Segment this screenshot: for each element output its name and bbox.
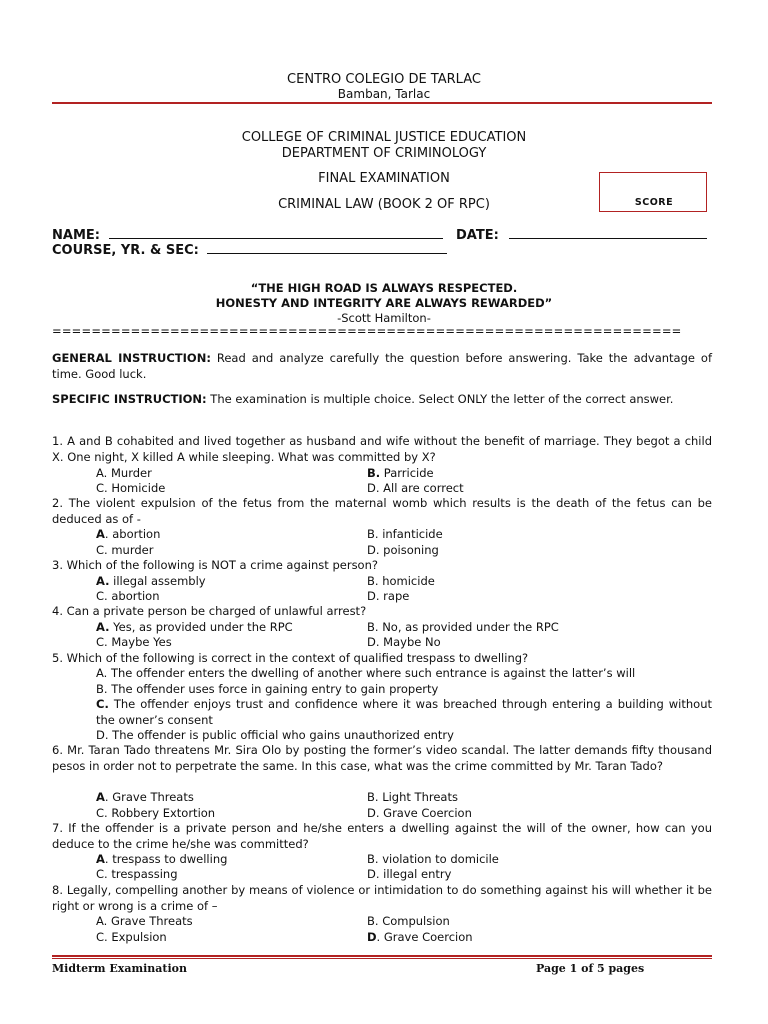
q3-option-b[interactable] [367,574,435,588]
question-7: 7. If the offender is a private person and he/she enters a dwelling against the will of the owner, how can you deduce to the crime he/she was committed? [52,821,712,851]
q6-option-a[interactable] [96,790,194,804]
option-text: Expulsion [107,930,167,944]
q3-option-d[interactable] [367,589,409,603]
option-text: abortion [107,589,160,603]
course-label: COURSE, YR. & SEC: [52,243,199,258]
q6-option-c[interactable] [96,806,215,820]
question-2: 2. The violent expulsion of the fetus from the maternal womb which results is the death of the fetus can be deduced as of - [52,496,712,526]
q1-option-d[interactable] [367,481,464,495]
option-text: The offender enjoys trust and confidence where it was breached through entering a building without the owner’s consent [96,697,712,727]
option-text: violation to domicile [378,852,499,866]
specific-instruction-text: The examination is multiple choice. Select ONLY the letter of the correct answer. [206,392,674,406]
q5-option-b[interactable] [96,682,712,698]
date-field[interactable] [456,228,707,243]
option-letter: B. [367,574,379,588]
option-text: All are correct [379,481,464,495]
option-letter: A. [96,914,108,928]
course-line[interactable] [207,243,447,254]
q5-option-c[interactable] [96,697,712,728]
q7-option-c[interactable] [96,867,178,881]
option-text: Parricide [380,466,434,480]
option-letter: D. [96,728,109,742]
option-letter: B. [367,790,379,804]
option-text: . abortion [104,527,161,541]
option-letter: D. [367,481,380,495]
option-text: poisoning [379,543,439,557]
q2-option-a[interactable] [96,527,160,541]
q6-option-d[interactable] [367,806,472,820]
date-label: DATE: [456,228,499,243]
footer-divider-bottom [52,958,712,959]
name-line[interactable] [109,228,443,239]
q7-option-b[interactable] [367,852,499,866]
option-text: Light Threats [378,790,458,804]
option-letter: A. [96,620,110,634]
date-line[interactable] [509,228,707,239]
option-letter: B. [367,914,379,928]
option-text: illegal assembly [109,574,206,588]
option-text: Maybe Yes [107,635,172,649]
name-label: NAME: [52,228,100,243]
question-8: 8. Legally, compelling another by means of violence or intimidation to do something against his will whether it be right or wrong is a crime of – [52,883,712,913]
question-3: 3. Which of the following is NOT a crime against person? [52,558,378,572]
option-text: illegal entry [379,867,452,881]
option-text: . trespass to dwelling [104,852,228,866]
q1-option-a[interactable] [96,466,152,480]
section-divider: ================================================================ [52,324,682,338]
option-text: infanticide [378,527,443,541]
option-letter: D [367,930,377,944]
option-text: The offender is public official who gains unauthorized entry [108,728,454,742]
option-letter: D. [367,635,380,649]
option-letter: A. [96,666,108,680]
general-instruction [52,351,712,382]
option-letter: D. [367,543,380,557]
exam-title: FINAL EXAMINATION [318,171,450,186]
school-address: Bamban, Tarlac [337,87,431,101]
q4-option-c[interactable] [96,635,172,649]
score-label: SCORE [634,197,674,208]
q5-option-a[interactable] [96,666,712,682]
q7-option-d[interactable] [367,867,451,881]
option-letter: B. [367,527,379,541]
option-letter: C. [96,806,108,820]
q6-option-b[interactable] [367,790,458,804]
q4-option-d[interactable] [367,635,441,649]
score-box [599,172,707,212]
q4-option-a[interactable] [96,620,293,634]
option-text: Murder [107,466,152,480]
q8-option-b[interactable] [367,914,450,928]
option-letter: D. [367,806,380,820]
name-field[interactable] [52,228,443,243]
option-letter: D. [367,867,380,881]
option-text: Yes, as provided under the RPC [109,620,293,634]
option-letter: C. [96,635,108,649]
footer-title: Midterm Examination [52,962,187,975]
header-divider [52,102,712,104]
department-name: DEPARTMENT OF CRIMINOLOGY [281,146,487,161]
option-letter: B. [367,620,379,634]
q8-option-c[interactable] [96,930,167,944]
option-text: Compulsion [378,914,450,928]
option-letter: C. [96,543,108,557]
option-letter: B. [367,466,381,480]
option-text: rape [379,589,410,603]
option-letter: C. [96,481,108,495]
option-letter: A. [96,466,108,480]
option-letter: A [96,790,105,804]
q2-option-c[interactable] [96,543,153,557]
q1-option-c[interactable] [96,481,165,495]
option-letter: A [96,527,105,541]
option-text: Grave Coercion [379,806,472,820]
q8-option-a[interactable] [96,914,193,928]
option-text: trespassing [107,867,178,881]
option-text: Grave Threats [107,914,193,928]
option-letter: C. [96,589,108,603]
footer-divider-top [52,955,712,957]
page-number: Page 1 of 5 pages [536,962,645,975]
question-4: 4. Can a private person be charged of unlawful arrest? [52,604,367,618]
option-letter: B. [96,682,108,696]
q7-option-a[interactable] [96,852,227,866]
option-text: The offender enters the dwelling of another where such entrance is against the latter’s will [107,666,636,680]
quote-author: -Scott Hamilton- [337,311,431,325]
question-5: 5. Which of the following is correct in the context of qualified trespass to dwelling? [52,651,529,665]
general-instruction-text: Read and analyze carefully the question before answering. Take the advantage of time. Good luck. [52,351,712,381]
specific-instruction [52,392,712,408]
option-letter: C. [96,697,109,711]
general-instruction-label: GENERAL INSTRUCTION: [52,351,211,365]
quote-line-2: HONESTY AND INTEGRITY ARE ALWAYS REWARDED” [215,296,553,310]
quote-line-1: “THE HIGH ROAD IS ALWAYS RESPECTED. [250,281,518,295]
q3-option-a[interactable] [96,574,206,588]
q2-option-b[interactable] [367,527,443,541]
option-text: No, as provided under the RPC [378,620,559,634]
option-letter: A. [96,574,110,588]
option-text: murder [107,543,154,557]
q4-option-b[interactable] [367,620,559,634]
option-letter: A [96,852,105,866]
q2-option-d[interactable] [367,543,439,557]
course-field[interactable] [52,243,447,258]
q1-option-b[interactable] [367,466,434,480]
option-text: Robbery Extortion [107,806,216,820]
option-letter: D. [367,589,380,603]
school-name: CENTRO COLEGIO DE TARLAC [287,72,481,87]
option-text: The offender uses force in gaining entry to gain property [107,682,439,696]
college-name: COLLEGE OF CRIMINAL JUSTICE EDUCATION [241,130,527,145]
specific-instruction-label: SPECIFIC INSTRUCTION: [52,392,207,406]
question-6: 6. Mr. Taran Tado threatens Mr. Sira Olo by posting the former’s video scandal. The latter demands fifty thousand pesos in order not to perpetrate the same. In this case, what was the crime committed by Mr. Taran Tado? [52,743,712,773]
q5-option-d[interactable] [96,728,712,744]
option-text: homicide [378,574,435,588]
subject-title: CRIMINAL LAW (BOOK 2 OF RPC) [278,197,490,212]
option-text: . Grave Threats [104,790,194,804]
option-text: Homicide [107,481,166,495]
option-letter: B. [367,852,379,866]
option-text: . Grave Coercion [376,930,473,944]
option-letter: C. [96,867,108,881]
q8-option-d[interactable] [367,930,473,944]
option-letter: C. [96,930,108,944]
q3-option-c[interactable] [96,589,159,603]
option-text: Maybe No [379,635,441,649]
question-1: 1. A and B cohabited and lived together as husband and wife without the benefit of marriage. They begot a child X. One night, X killed A while sleeping. What was committed by X? [52,434,712,464]
